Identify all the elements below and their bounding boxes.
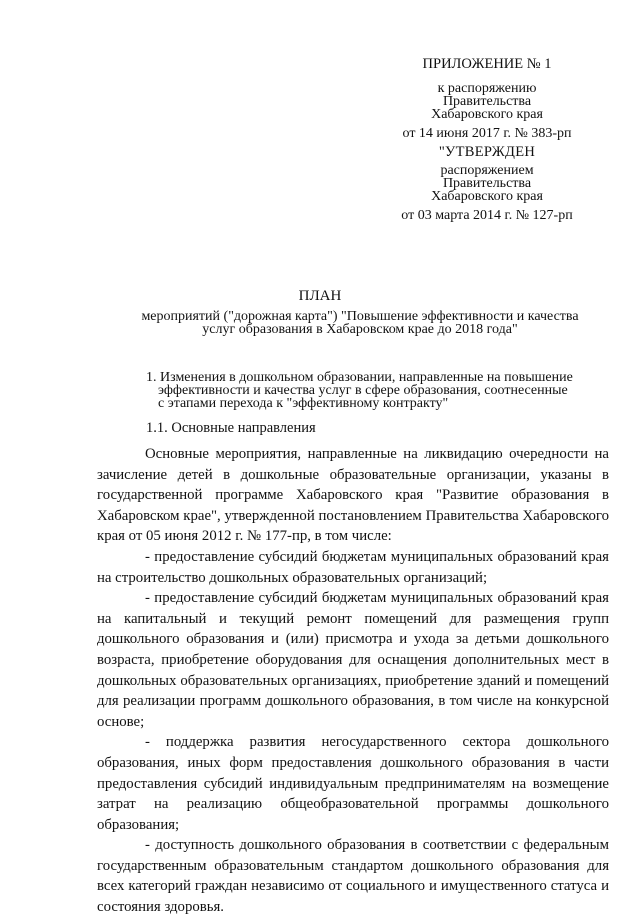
approval-line-region: Хабаровского края (431, 107, 543, 122)
approval-line-government: Правительства (442, 94, 532, 109)
paragraph-item: - поддержка развития негосударственного сектора дошкольного образования, иных форм предоставления дошкольного образования в части предоставления субсидий индивидуальным предпринимателям на возмещение затрат на реализацию общеобразовательной программы дошкольного образования; (97, 734, 609, 833)
approval-line-date2: от 03 марта 2014 г. № 127-рп (401, 208, 573, 223)
approval-line-order: к распоряжению (437, 81, 537, 96)
plan-subtitle-line2: услуг образования в Хабаровском крае до 2018 года" (202, 322, 518, 337)
plan-subtitle (110, 310, 610, 336)
section-heading-line3: с этапами перехода к "эффективному контракту" (158, 396, 449, 411)
section-heading-line2: эффективности и качества услуг в сфере образования, соотнесенные (158, 383, 568, 398)
plan-title: ПЛАН (298, 288, 342, 304)
approval-line-date: от 14 июня 2017 г. № 383-рп (402, 126, 572, 141)
section-heading-line1: 1. Изменения в дошкольном образовании, направленные на повышение (146, 370, 573, 385)
paragraph-item: - предоставление субсидий бюджетам муниципальных образований края на капитальный и текущий ремонт помещений для размещения групп дошкольного образования и (или) присмотра и ухода за детьми дошкольного возраста, приобретение оборудования для оснащения дополнительных мест в дошкольных образовательных организациях, приобретение зданий и помещений для реализации программ дошкольного образования, в том числе на конкурсной основе; (97, 590, 609, 730)
plan-subtitle-line1: мероприятий ("дорожная карта") "Повышение эффективности и качества (141, 309, 579, 324)
approval-line-region2: Хабаровского края (431, 189, 543, 204)
approval-line-government2: Правительства (442, 176, 532, 191)
approved-label: "УТВЕРЖДЕН (438, 144, 536, 160)
approval-line-order2: распоряжением (440, 163, 534, 178)
body-text (97, 444, 609, 918)
paragraph-item: - предоставление субсидий бюджетам муниципальных образований края на строительство дошкольных образовательных организаций; (97, 548, 609, 586)
paragraph-item: - доступность дошкольного образования в соответствии с федеральным государственным образовательным стандартом дошкольного образования для всех категорий граждан независимо от социального и имущественного статуса и состояния здоровья. (97, 837, 609, 916)
appendix-title: ПРИЛОЖЕНИЕ № 1 (422, 56, 552, 72)
paragraph-intro: Основные мероприятия, направленные на ликвидацию очередности на зачисление детей в дошкольные образовательные организации, указаны в государственной программе Хабаровского края "Развитие образования в Хабаровском крае", утвержденной постановлением Правительства Хабаровского края от 05 июня 2012 г. № 177-пр, в том числе: (97, 446, 609, 545)
subsection-title: 1.1. Основные направления (146, 420, 316, 436)
approval-stamp (380, 56, 594, 222)
section-heading (146, 371, 616, 410)
